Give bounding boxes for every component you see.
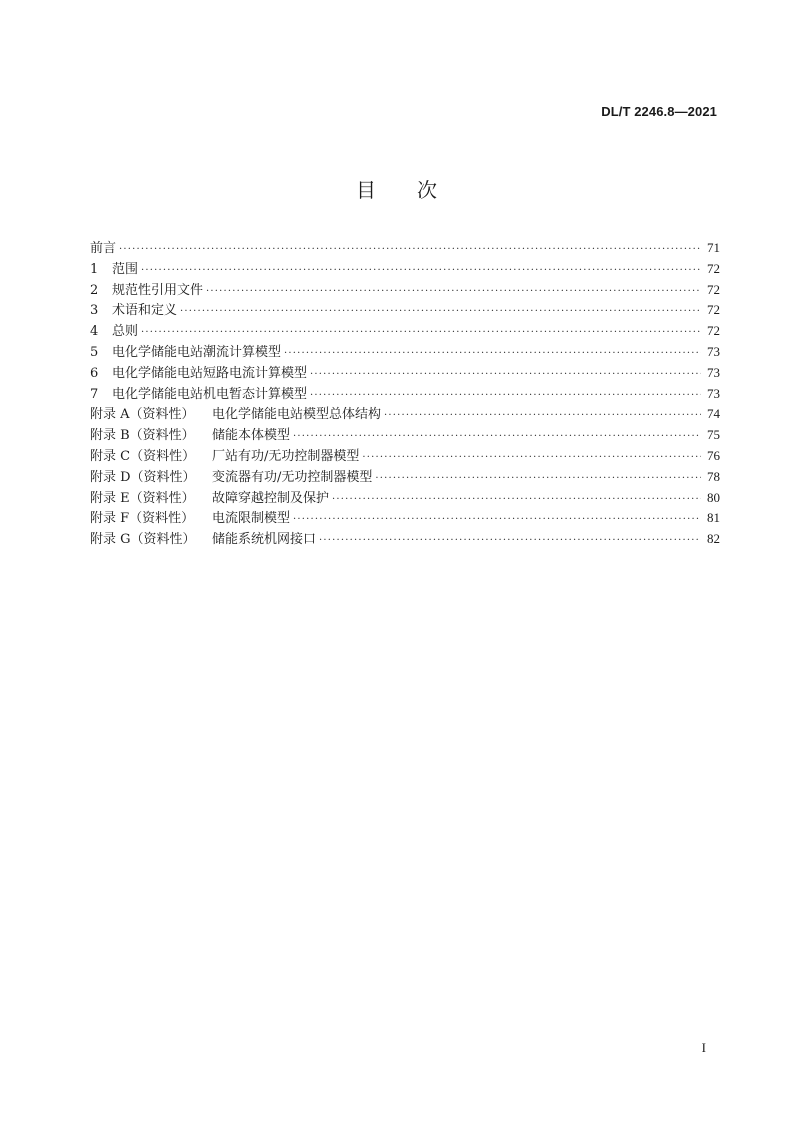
toc-entry-page: 78 [707,468,720,484]
toc-entry-label: 范围 [112,261,139,277]
toc-appendix-label: 附录 G（资料性） [90,532,196,548]
toc-entry-label: 电流限制模型 [212,511,291,527]
toc-leader-dots [375,469,701,490]
toc-entry-number: 3 [90,303,99,319]
toc-leader-dots [141,323,701,344]
toc-entry-appendix-c[interactable] [90,446,720,467]
toc-appendix-label: 附录 C（资料性） [90,448,196,464]
toc-entry-2[interactable] [90,280,720,301]
toc-appendix-label: 附录 F（资料性） [90,511,195,527]
title-part-1: 目 [356,178,377,202]
toc-entry-3[interactable] [90,300,720,321]
toc-entry-page: 81 [707,510,720,526]
document-number: DL/T 2246.8—2021 [601,104,717,119]
toc-entry-4[interactable] [90,321,720,342]
toc-entry-number: 4 [90,324,99,340]
page-number: I [701,1040,706,1055]
toc-entry-appendix-g[interactable] [90,529,720,550]
toc-entry-page: 73 [707,385,720,401]
toc-entry-label: 电化学储能电站潮流计算模型 [112,344,282,360]
toc-entry-number: 1 [90,261,99,277]
toc-entry-label: 厂站有功/无功控制器模型 [212,448,360,464]
toc-entry-number: 7 [90,386,99,402]
toc-entry-number: 2 [90,282,99,298]
toc-entry-appendix-e[interactable] [90,488,720,509]
toc-entry-number: 6 [90,365,99,381]
table-of-contents [90,238,720,550]
toc-entry-page: 71 [707,240,720,255]
toc-leader-dots [332,490,701,511]
toc-entry-page: 76 [707,447,720,463]
toc-leader-dots [310,365,701,386]
toc-entry-label: 术语和定义 [112,303,178,319]
toc-entry-label: 电化学储能电站模型总体结构 [212,407,382,423]
toc-appendix-label: 附录 A（资料性） [90,407,195,423]
toc-entry-label: 规范性引用文件 [112,282,204,298]
toc-entry-appendix-b[interactable] [90,425,720,446]
toc-entry-appendix-a[interactable] [90,404,720,425]
toc-entry-7[interactable] [90,384,720,405]
toc-leader-dots [141,261,701,282]
toc-entry-label: 储能系统机网接口 [212,532,317,548]
toc-entry-foreword[interactable] [90,238,720,259]
toc-entry-number: 5 [90,344,99,360]
toc-appendix-label: 附录 B（资料性） [90,428,195,444]
toc-leader-dots [119,240,701,261]
toc-entry-page: 72 [707,260,720,276]
toc-entry-page: 82 [707,531,720,547]
toc-entry-page: 80 [707,489,720,505]
toc-entry-label: 故障穿越控制及保护 [212,490,330,506]
toc-leader-dots [206,282,701,303]
toc-leader-dots [284,344,701,365]
toc-entry-label: 电化学储能电站短路电流计算模型 [112,365,308,381]
toc-appendix-label: 附录 D（资料性） [90,469,196,485]
toc-appendix-label: 附录 E（资料性） [90,490,195,506]
toc-entry-1[interactable] [90,259,720,280]
toc-entry-5[interactable] [90,342,720,363]
title-part-2: 次 [417,178,438,202]
toc-leader-dots [310,386,701,407]
toc-entry-label: 储能本体模型 [212,428,291,444]
toc-entry-appendix-d[interactable] [90,467,720,488]
toc-entry-6[interactable] [90,363,720,384]
toc-leader-dots [384,406,701,427]
toc-entry-label: 电化学储能电站机电暂态计算模型 [112,386,308,402]
toc-leader-dots [293,427,701,448]
toc-entry-label: 总则 [112,324,139,340]
toc-entry-page: 72 [707,323,720,339]
toc-entry-page: 73 [707,364,720,380]
toc-entry-page: 72 [707,281,720,297]
toc-leader-dots [180,302,701,323]
toc-entry-page: 73 [707,343,720,359]
toc-leader-dots [293,510,701,531]
toc-entry-appendix-f[interactable] [90,508,720,529]
page-title [0,174,794,203]
toc-entry-page: 75 [707,427,720,443]
toc-entry-label: 变流器有功/无功控制器模型 [212,469,373,485]
toc-entry-label: 前言 [90,241,117,256]
toc-leader-dots [319,531,701,552]
toc-leader-dots [362,448,701,469]
toc-entry-page: 72 [707,302,720,318]
toc-entry-page: 74 [707,406,720,422]
